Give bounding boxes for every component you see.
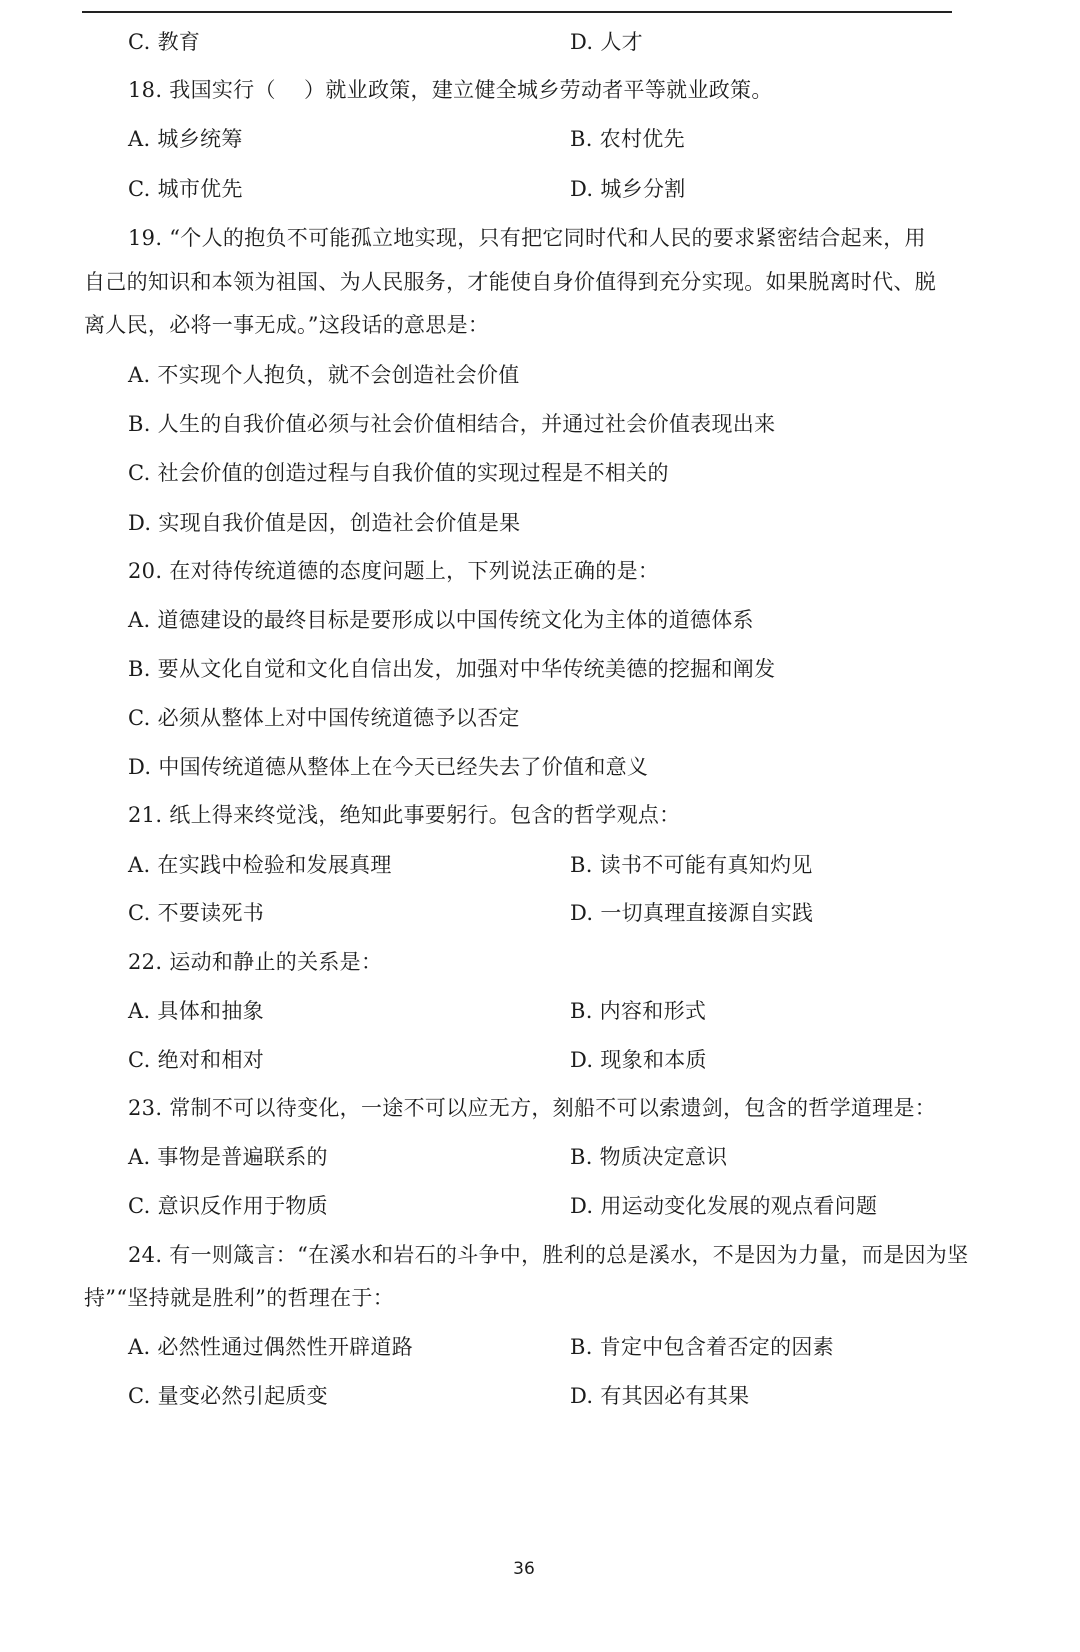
q24-option-c: C. 量变必然引起质变 (128, 1384, 328, 1408)
q22-option-d: D. 现象和本质 (570, 1048, 707, 1072)
q21-stem: 21. 纸上得来终觉浅，绝知此事要躬行。包含的哲学观点： (128, 803, 681, 827)
q20-option-a: A. 道德建设的最终目标是要形成以中国传统文化为主体的道德体系 (128, 608, 754, 632)
q18-option-b: B. 农村优先 (570, 127, 685, 151)
q20-option-b: B. 要从文化自觉和文化自信出发，加强对中华传统美德的挖掘和阐发 (128, 657, 776, 681)
q22-option-b: B. 内容和形式 (570, 999, 707, 1023)
q19-option-d: D. 实现自我价值是因，创造社会价值是果 (128, 511, 521, 535)
q24-option-d: D. 有其因必有其果 (570, 1384, 750, 1408)
q19-stem-line-2: 自己的知识和本领为祖国、为人民服务，才能使自身价值得到充分实现。如果脱离时代、脱 (84, 270, 936, 294)
q21-option-d: D. 一切真理直接源自实践 (570, 901, 814, 925)
page-number: 36 (513, 1559, 535, 1579)
q18-stem: 18. 我国实行（ ）就业政策，建立健全城乡劳动者平等就业政策。 (128, 78, 773, 102)
q23-option-d: D. 用运动变化发展的观点看问题 (570, 1194, 878, 1218)
q24-option-b: B. 肯定中包含着否定的因素 (570, 1335, 834, 1359)
q19-stem-line-3: 离人民，必将一事无成。”这段话的意思是： (84, 313, 490, 337)
q18-option-d: D. 城乡分割 (570, 177, 686, 201)
q20-option-d: D. 中国传统道德从整体上在今天已经失去了价值和意义 (128, 755, 649, 779)
q20-option-c: C. 必须从整体上对中国传统道德予以否定 (128, 706, 520, 730)
q21-option-a: A. 在实践中检验和发展真理 (128, 853, 392, 877)
q22-option-a: A. 具体和抽象 (128, 999, 264, 1023)
q22-stem: 22. 运动和静止的关系是： (128, 950, 383, 974)
q23-option-a: A. 事物是普遍联系的 (128, 1145, 328, 1169)
q19-stem-line-1: 19. “个人的抱负不可能孤立地实现，只有把它同时代和人民的要求紧密结合起来，用 (128, 226, 926, 250)
q18-option-c: C. 城市优先 (128, 177, 243, 201)
q24-stem-line-2: 持”“坚持就是胜利”的哲理在于： (84, 1286, 395, 1310)
q20-stem: 20. 在对待传统道德的态度问题上，下列说法正确的是： (128, 559, 660, 583)
q19-option-c: C. 社会价值的创造过程与自我价值的实现过程是不相关的 (128, 461, 669, 485)
q21-option-b: B. 读书不可能有真知灼见 (570, 853, 813, 877)
q24-option-a: A. 必然性通过偶然性开辟道路 (128, 1335, 414, 1359)
q21-option-c: C. 不要读死书 (128, 901, 265, 925)
q22-option-c: C. 绝对和相对 (128, 1048, 265, 1072)
q19-option-b: B. 人生的自我价值必须与社会价值相结合，并通过社会价值表现出来 (128, 412, 776, 436)
q18-option-a: A. 城乡统筹 (128, 127, 243, 151)
q17-option-c: C. 教育 (128, 30, 201, 54)
q23-option-b: B. 物质决定意识 (570, 1145, 728, 1169)
q23-stem: 23. 常制不可以待变化，一途不可以应无方，刻船不可以索遗剑，包含的哲学道理是： (128, 1096, 937, 1120)
header-rule (82, 11, 952, 13)
q24-stem-line-1: 24. 有一则箴言：“在溪水和岩石的斗争中，胜利的总是溪水，不是因为力量，而是因为坚 (128, 1243, 969, 1267)
q23-option-c: C. 意识反作用于物质 (128, 1194, 328, 1218)
q19-option-a: A. 不实现个人抱负，就不会创造社会价值 (128, 363, 520, 387)
q17-option-d: D. 人才 (570, 30, 643, 54)
